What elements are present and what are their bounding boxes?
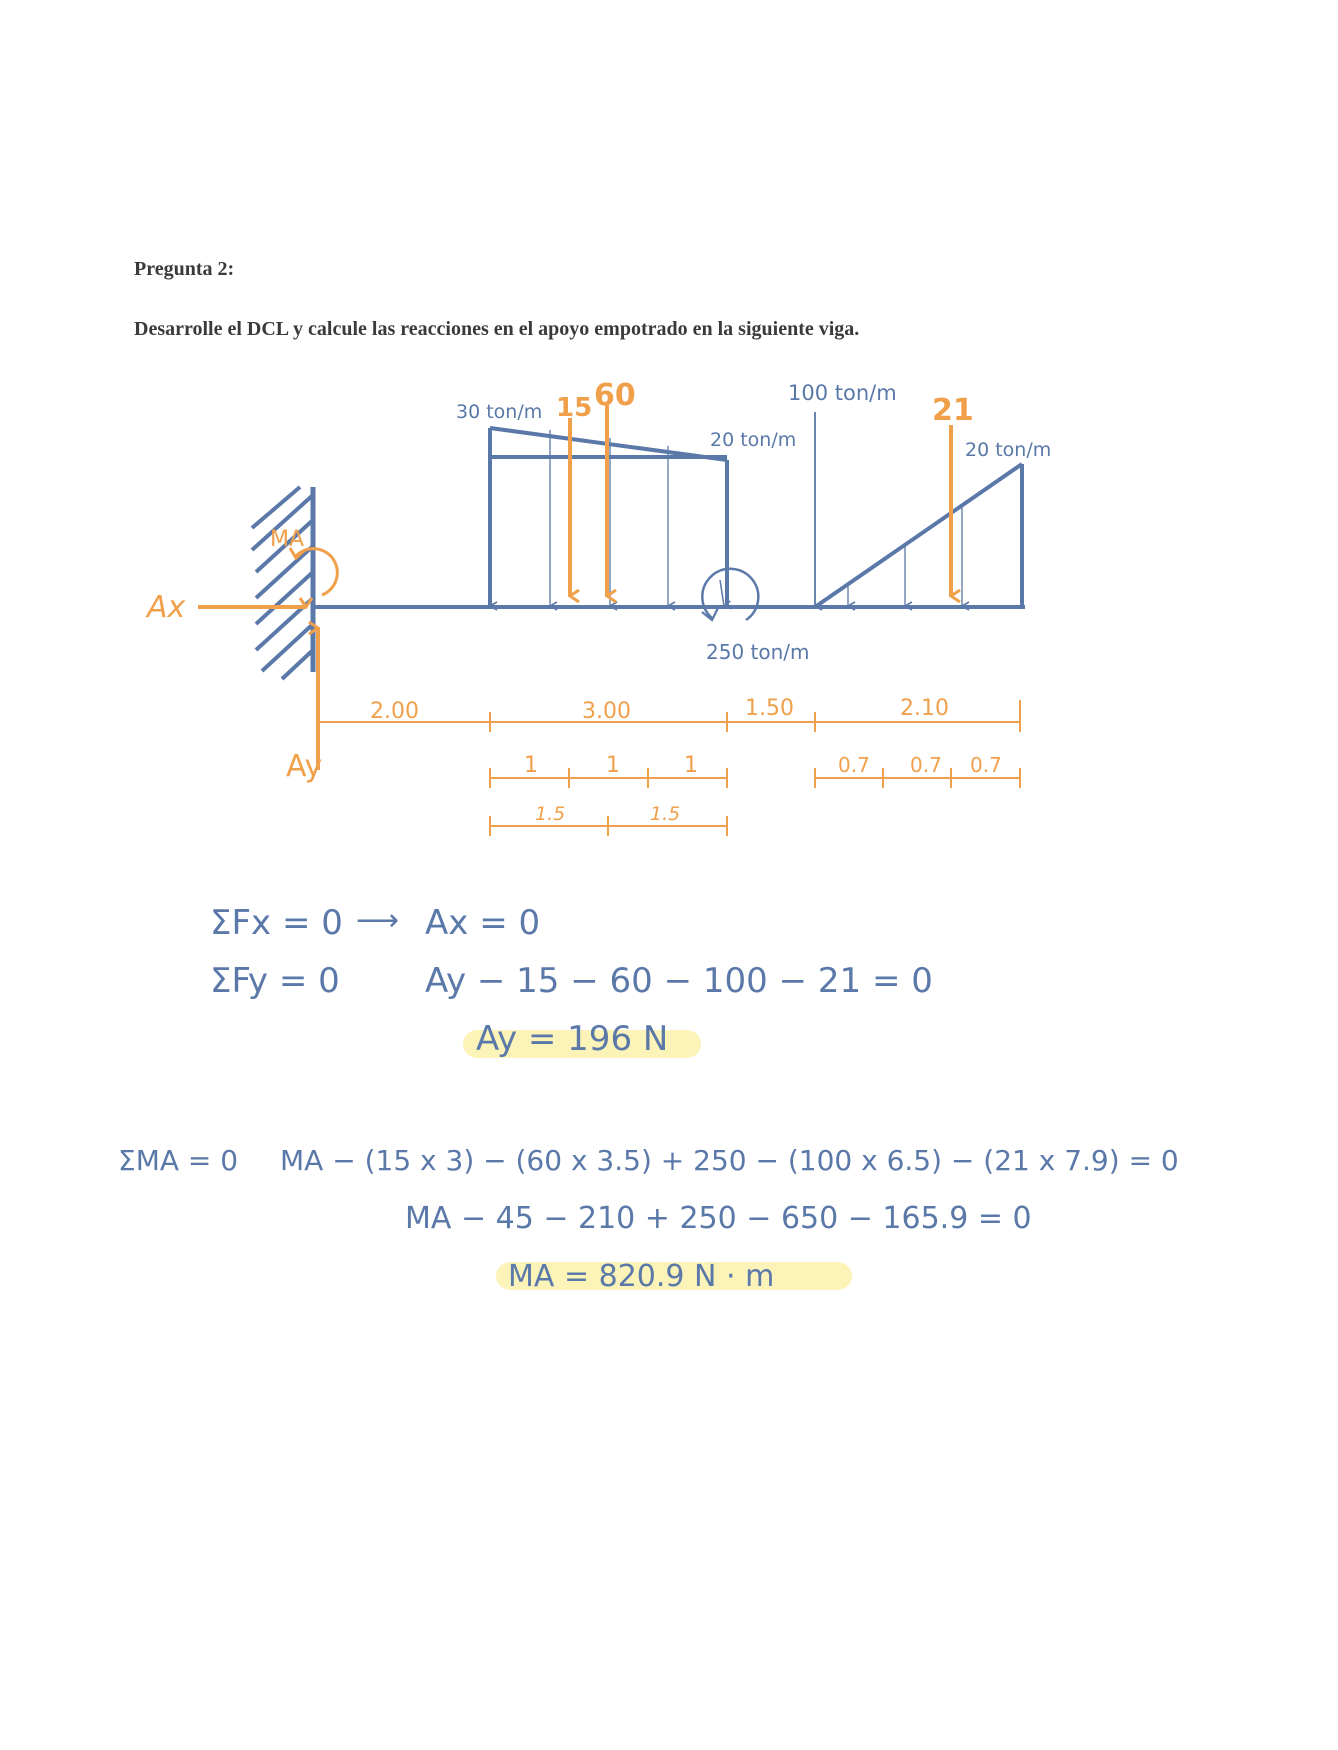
label-moment-250: 250 ton/m [706, 640, 810, 664]
eq-fy-rhs: Ay − 15 − 60 − 100 − 21 = 0 [425, 961, 933, 1001]
label-ma: MA [270, 527, 305, 552]
dim-1-c: 1 [684, 753, 698, 778]
label-load-20b: 20 ton/m [965, 439, 1052, 461]
eq-fx-lhs: ΣFx = 0 [210, 903, 343, 943]
question-text: Desarrolle el DCL y calcule las reacciones en el apoyo empotrado en la siguiente viga. [134, 318, 860, 340]
label-ax: Ax [147, 590, 186, 625]
eq-fx-arrow: ⟶ [356, 903, 400, 938]
dim-0-7-b: 0.7 [910, 753, 942, 777]
ma-result: MA = 820.9 N · m [508, 1259, 775, 1294]
triangular-load [815, 464, 1022, 607]
applied-moment-250 [702, 569, 758, 620]
dim-0-7-c: 0.7 [970, 753, 1002, 777]
dim-2-10: 2.10 [900, 696, 949, 721]
dim-3-00: 3.00 [582, 699, 631, 724]
label-load-100: 100 ton/m [788, 381, 897, 405]
dim-1-5-a: 1.5 [535, 803, 566, 825]
question-title: Pregunta 2: [134, 258, 235, 280]
label-load-20a: 20 ton/m [710, 429, 797, 451]
dim-1-b: 1 [606, 753, 620, 778]
label-ay: Ay [286, 749, 323, 784]
eq-moment-step: MA − 45 − 210 + 250 − 650 − 165.9 = 0 [405, 1201, 1032, 1236]
eq-fx-rhs: Ax = 0 [425, 903, 541, 943]
dim-0-7-a: 0.7 [838, 753, 870, 777]
fixed-support-wall [252, 487, 313, 679]
eq-moment: MA − (15 x 3) − (60 x 3.5) + 250 − (100 x 6.5) − (21 x 7.9) = 0 [280, 1144, 1179, 1177]
solution [118, 903, 1179, 1294]
dim-1-50: 1.50 [745, 696, 794, 721]
label-force-15: 15 [556, 393, 593, 423]
ay-result: Ay = 196 N [476, 1019, 669, 1059]
label-force-60: 60 [594, 378, 636, 413]
label-force-21: 21 [932, 393, 974, 428]
dim-1-5-b: 1.5 [650, 803, 681, 825]
label-load-30: 30 ton/m [456, 401, 543, 423]
eq-moment-lhs: ΣMA = 0 [118, 1144, 239, 1177]
dim-1-a: 1 [524, 753, 538, 778]
eq-fy-lhs: ΣFy = 0 [210, 961, 340, 1001]
dim-2-00: 2.00 [370, 699, 419, 724]
